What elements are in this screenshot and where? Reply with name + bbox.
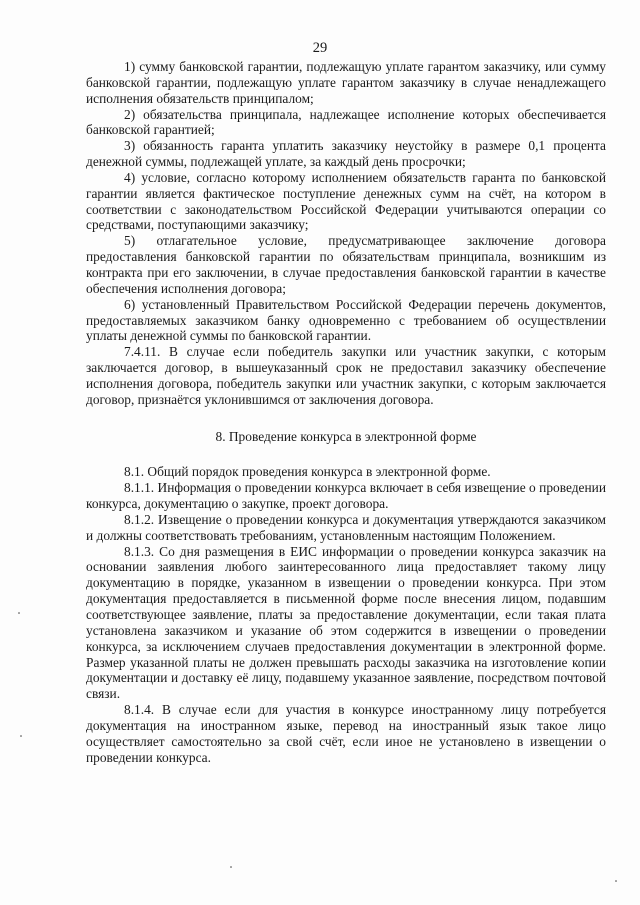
- scan-speck: [20, 735, 22, 737]
- scan-speck: [18, 612, 20, 614]
- document-body: [86, 59, 606, 765]
- clause-7-4-11: 7.4.11. В случае если победитель закупки или участник закупки, с которым заключается договор, в вышеуказанный срок не предоставил заказчику обеспечение исполнения договора, победитель закупки или участник закупки, с которым заключается договор, признаётся уклонившимся от заключения договора.: [86, 344, 606, 407]
- list-item-3: 3) обязанность гаранта уплатить заказчику неустойку в размере 0,1 процента денежной суммы, подлежащей уплате, за каждый день просрочки;: [86, 138, 606, 170]
- clause-8-1: 8.1. Общий порядок проведения конкурса в электронной форме.: [124, 464, 491, 480]
- scan-speck: [230, 866, 232, 868]
- clause-8-1-2: 8.1.2. Извещение о проведении конкурса и документация утверждаются заказчиком и должны соответствовать требованиям, установленным настоящим Положением.: [86, 511, 606, 543]
- clause-8-1-3: 8.1.3. Со дня размещения в ЕИС информации о проведении конкурса заказчик на основании заявления любого заинтересованного лица предоставляет такому лицу документацию в порядке, указанном в извещении о проведении конкурса. При этом документация предоставляется в письменной форме после внесения лицом, подавшим соответствующее заявление, платы за предоставление документации, если такая плата установлена заказчиком и указание об этом содержится в извещении о проведении конкурса, за исключением случаев предоставления документации в электронной форме. Размер указанной платы не должен превышать расходы заказчика на изготовление копии документации и доставку её лицу, подавшему указанное заявление, посредством почтовой связи.: [86, 543, 606, 702]
- list-item-5: 5) отлагательное условие, предусматривающее заключение договора предоставления банковской гарантии по обязательствам принципала, возникшим из контракта при его заключении, в случае предоставления банковской гарантии в качестве обеспечения исполнения договора;: [86, 233, 606, 296]
- page-number: 29: [312, 40, 328, 56]
- list-item-1: 1) сумму банковской гарантии, подлежащую уплате гарантом заказчику, или сумму банковской гарантии, подлежащую уплате гарантом заказчику в случае ненадлежащего исполнения обязательств принципалом;: [86, 59, 606, 106]
- scan-speck: [615, 880, 617, 882]
- list-item-6: 6) установленный Правительством Российской Федерации перечень документов, предоставляемых заказчиком банку одновременно с требованием об осуществлении уплаты денежной суммы по банковской гарантии.: [86, 296, 606, 344]
- section-heading: 8. Проведение конкурса в электронной форме: [215, 428, 477, 444]
- clause-8-1-4: 8.1.4. В случае если для участия в конкурсе иностранному лицу потребуется документация на иностранном языке, перевод на иностранный язык такое лицо осуществляет самостоятельно за свой счёт, если иное не установлено в извещении о проведении конкурса.: [86, 702, 606, 765]
- list-item-2: 2) обязательства принципала, надлежащее исполнение которых обеспечивается банковской гарантией;: [86, 106, 606, 138]
- list-item-4: 4) условие, согласно которому исполнением обязательств гаранта по банковской гарантии является фактическое поступление денежных сумм на счёт, на котором в соответствии с законодательством Российской Федерации учитываются операции со средствами, поступающими заказчику;: [86, 169, 606, 233]
- clause-8-1-1: 8.1.1. Информация о проведении конкурса включает в себя извещение о проведении конкурса, документацию о закупке, проект договора.: [86, 480, 606, 512]
